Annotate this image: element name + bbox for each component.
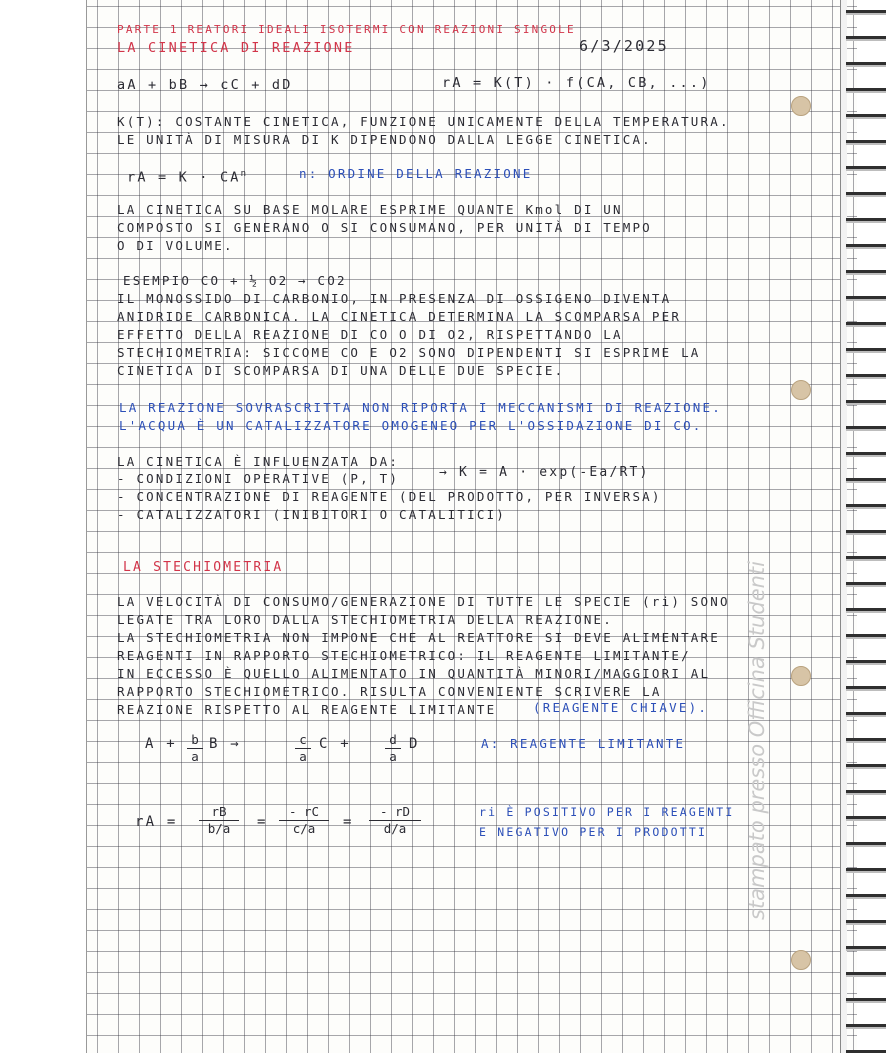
influence-heading: LA CINETICA È INFLUENZATA DA: — [117, 454, 400, 469]
rate-law-power-base: rA = K · CA — [127, 169, 241, 186]
stoich-line-5: IN ECCESSO È QUELLO ALIMENTATO IN QUANTITÀ MINORI/MAGGIORI AL — [117, 666, 711, 681]
molar-line-1: LA CINETICA SU BASE MOLARE ESPRIME QUANTE Kmol DI UN — [117, 202, 623, 217]
normalized-d-fraction — [385, 732, 401, 765]
normalized-b-fraction — [187, 732, 203, 765]
binder-hole-2 — [791, 380, 811, 400]
example-line-4: STECHIOMETRIA: SICCOME CO E O2 SONO DIPENDENTI SI ESPRIME LA — [117, 345, 701, 360]
stoich-line-6: RAPPORTO STECHIOMETRICO. RISULTA CONVENIENTE SCRIVERE LA — [117, 684, 662, 699]
date: 6/3/2025 — [579, 37, 669, 55]
note-blue-1: LA REAZIONE SOVRASCRITTA NON RIPORTA I MECCANISMI DI REAZIONE. — [119, 400, 722, 415]
rate-fraction-b — [199, 804, 239, 837]
rate-law-power — [127, 166, 248, 186]
rate-fraction-d-den: d/a — [383, 821, 407, 836]
stoich-line-1: LA VELOCITÀ DI CONSUMO/GENERAZIONE DI TUTTE LE SPECIE (ri) SONO — [117, 594, 730, 609]
key-reagent-note: (REAGENTE CHIAVE). — [533, 700, 709, 715]
stoich-line-2: LEGATE TRA LORO DALLA STECHIOMETRIA DELLA REAZIONE. — [117, 612, 614, 627]
example-line-1: IL MONOSSIDO DI CARBONIO, IN PRESENZA DI OSSIGENO DIVENTA — [117, 291, 672, 306]
stoich-line-3: LA STECHIOMETRIA NON IMPONE CHE AL REATTORE SI DEVE ALIMENTARE — [117, 630, 720, 645]
normalized-eq-b: B → — [209, 736, 241, 752]
example-line-2: ANIDRIDE CARBONICA. LA CINETICA DETERMINA LA SCOMPARSA PER — [117, 309, 682, 324]
limiting-reagent-note: A: REAGENTE LIMITANTE — [481, 736, 686, 751]
binder-hole-3 — [791, 666, 811, 686]
rate-law-power-exponent: n — [240, 169, 249, 179]
sign-note-1: ri È POSITIVO PER I REAGENTI — [479, 805, 735, 819]
notebook-page — [86, 0, 857, 1053]
normalized-b-den: a — [191, 749, 199, 764]
rate-law-general: rA = K(T) · f(CA, CB, ...) — [442, 75, 711, 91]
rate-fraction-d-num: - rD — [369, 804, 421, 821]
arrhenius-law: → K = A · exp(-Ea/RT) — [439, 465, 650, 480]
kt-line-1: K(T): COSTANTE CINETICA, FUNZIONE UNICAMENTE DELLA TEMPERATURA. — [117, 114, 730, 129]
molar-line-3: O DI VOLUME. — [117, 238, 234, 253]
stoich-line-4: REAGENTI IN RAPPORTO STECHIOMETRICO: IL REAGENTE LIMITANTE/ — [117, 648, 691, 663]
spiral-binding — [846, 0, 886, 1053]
normalized-d-den: a — [389, 749, 397, 764]
rate-fraction-c-num: - rC — [279, 804, 329, 821]
rate-fraction-d — [369, 804, 421, 837]
reaction-equation: aA + bB → cC + dD — [117, 77, 293, 93]
stoichiometry-title: LA STECHIOMETRIA — [123, 560, 284, 575]
rate-fraction-b-den: b/a — [207, 821, 231, 836]
binder-hole-4 — [791, 950, 811, 970]
influence-item-3: - CATALIZZATORI (INIBITORI O CATALITICI) — [117, 507, 507, 522]
rate-relation-eq3: = — [343, 814, 354, 830]
order-note: n: ORDINE DELLA REAZIONE — [299, 166, 533, 181]
rate-fraction-b-num: rB — [199, 804, 239, 821]
kt-line-2: LE UNITÀ DI MISURA DI K DIPENDONO DALLA LEGGE CINETICA. — [117, 132, 652, 147]
rate-fraction-c — [279, 804, 329, 837]
influence-item-1: - CONDIZIONI OPERATIVE (P, T) — [117, 471, 400, 486]
normalized-eq-d: D — [409, 736, 420, 752]
molar-line-2: COMPOSTO SI GENERANO O SI CONSUMANO, PER UNITÀ DI TEMPO — [117, 220, 652, 235]
normalized-eq-a: A + — [145, 736, 177, 752]
rate-relation-eq2: = — [257, 814, 268, 830]
influence-item-2: - CONCENTRAZIONE DI REAGENTE (DEL PRODOTTO, PER INVERSA) — [117, 489, 662, 504]
binder-hole-1 — [791, 96, 811, 116]
example-heading: ESEMPIO CO + ½ O2 → CO2 — [123, 273, 347, 288]
normalized-c-num: c — [295, 732, 311, 749]
stoich-line-7: REAZIONE RISPETTO AL REAGENTE LIMITANTE — [117, 702, 497, 717]
example-line-3: EFFETTO DELLA REAZIONE DI CO O DI O2, RISPETTANDO LA — [117, 327, 623, 342]
normalized-d-num: d — [385, 732, 401, 749]
example-line-5: CINETICA DI SCOMPARSA DI UNA DELLE DUE SPECIE. — [117, 363, 565, 378]
normalized-b-num: b — [187, 732, 203, 749]
note-blue-2: L'ACQUA È UN CATALIZZATORE OMOGENEO PER L'OSSIDAZIONE DI CO. — [119, 418, 703, 433]
rate-fraction-c-den: c/a — [292, 821, 316, 836]
normalized-eq-c: C + — [319, 736, 351, 752]
sign-note-2: E NEGATIVO PER I PRODOTTI — [479, 825, 708, 839]
watermark: stampato presso Officina Studenti — [745, 561, 769, 920]
part-title: PARTE 1 REATORI IDEALI ISOTERMI CON REAZIONI SINGOLE — [117, 23, 576, 36]
section-title: LA CINETICA DI REAZIONE — [117, 40, 355, 56]
normalized-c-den: a — [299, 749, 307, 764]
normalized-c-fraction — [295, 732, 311, 765]
rate-relation-lhs: rA = — [135, 814, 178, 830]
